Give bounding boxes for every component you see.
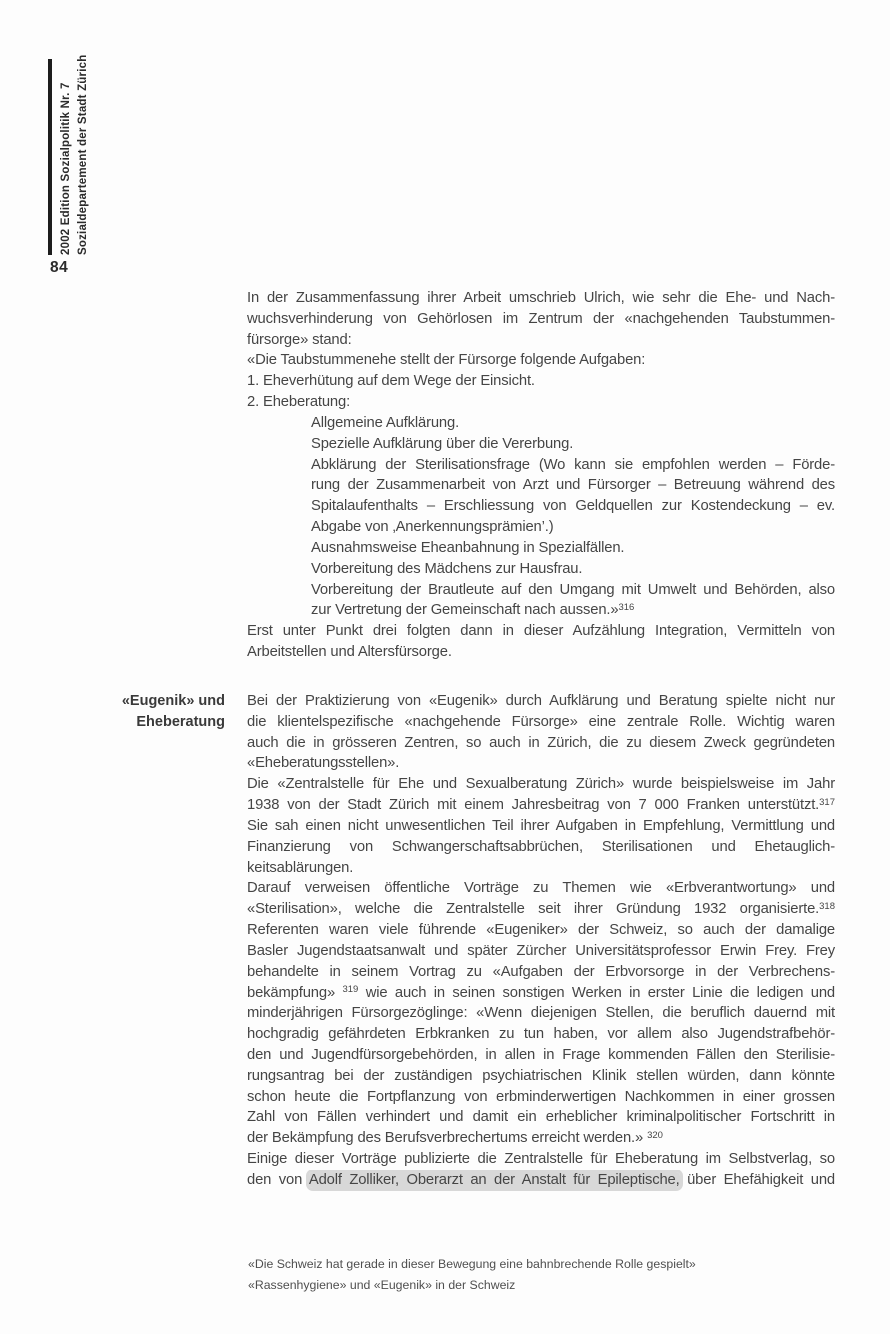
text-segment: Bei der Praktizierung von «Eugenik» durch Aufklärung und Beratung spielte nicht nur (247, 692, 835, 709)
footnote-ref: 317 (819, 796, 835, 808)
margin-note-line-1: «Eugenik» und (121, 693, 225, 709)
text-segment: 1. Eheverhütung auf dem Wege der Einsicht. (247, 373, 535, 390)
text-segment: 1938 von der Stadt Zürich mit einem Jahresbeitrag von 7 000 Franken unterstützt. (247, 797, 820, 814)
text-segment: Referenten waren viele führende «Eugeniker» der Schweiz, so auch der damalige (247, 922, 835, 939)
body-line (247, 1149, 835, 1170)
body-line (247, 1107, 835, 1128)
body-line (247, 642, 835, 663)
body-line (247, 559, 835, 580)
text-segment: wuchsverhinderung von Gehörlosen im Zentrum der «nachgehenden Taubstummen- (247, 310, 835, 327)
body-line (247, 858, 835, 879)
text-segment: behandelte in seinem Vortrag zu «Aufgaben der Erbvorsorge in der Verbrechens- (247, 963, 835, 980)
text-segment: bekämpfung» (247, 984, 343, 1001)
edition-subtitle: Sozialdepartement der Stadt Zürich (77, 54, 89, 255)
page-footer (248, 1254, 808, 1295)
text-segment: auch die in grösseren Zentren, so auch in Zürich, die zu diesem Zweck gegründeten (247, 734, 835, 751)
text-segment: Sie sah einen nicht unwesentlichen Teil ihrer Aufgaben in Empfehlung, Vermittlung und (247, 817, 835, 834)
body-line (247, 413, 835, 434)
text-segment: In der Zusammenfassung ihrer Arbeit umschrieb Ulrich, wie sehr die Ehe- und Nach- (247, 290, 835, 306)
body-line (247, 816, 835, 837)
text-segment: 2. Eheberatung: (247, 394, 351, 411)
body-line (247, 538, 835, 559)
text-segment: rungsantrag bei der zuständigen psychiatrischen Klinik stellen würden, dann könnte (247, 1067, 835, 1084)
body-line (247, 288, 835, 309)
footer-line-1: «Die Schweiz hat gerade in dieser Bewegung eine bahnbrechende Rolle gespielt» (248, 1257, 696, 1271)
text-segment: Erst unter Punkt drei folgten dann in dieser Aufzählung Integration, Vermitteln von (247, 623, 835, 640)
body-line (247, 600, 835, 621)
text-segment: hochgradig gefährdeten Erbkranken zu tun haben, vor allem also Jugendstrafbehör- (247, 1026, 835, 1043)
body-line (247, 837, 835, 858)
edition-title: 2002 Edition Sozialpolitik Nr. 7 (60, 82, 72, 255)
text-segment: Vorbereitung der Brautleute auf den Umgang mit Umwelt und Behörden, also (311, 581, 835, 598)
margin-note-line-2: Eheberatung (136, 714, 225, 730)
body-line (247, 455, 835, 476)
body-line (247, 350, 835, 371)
page-number: 84 (50, 259, 69, 276)
highlighted-text: Adolf Zolliker, Oberarzt an der Anstalt für Epileptische, (308, 1171, 680, 1188)
footnote-ref: 320 (647, 1129, 663, 1141)
text-segment: «Eheberatungsstellen». (247, 755, 400, 772)
body-line (247, 309, 835, 330)
text-segment: schon heute die Fortpflanzung von erbminderwertigen Nachkommen in einer grossen (247, 1088, 835, 1105)
text-segment: den und Jugendfürsorgebehörden, in allen in Frage kommenden Fällen den Sterilisie- (247, 1046, 835, 1063)
text-segment: Zahl von Fällen verhindert und damit ein erheblicher kriminalpolitischer Fortschritt in (247, 1109, 835, 1126)
body-line (247, 941, 835, 962)
text-segment: Allgemeine Aufklärung. (311, 414, 460, 431)
text-segment: zur Vertretung der Gemeinschaft nach aussen.» (311, 602, 619, 619)
edition-sidebar (48, 54, 92, 255)
body-line (247, 691, 835, 712)
body-line (247, 621, 835, 642)
body-line (247, 899, 835, 920)
text-segment: Die «Zentralstelle für Ehe und Sexualberatung Zürich» wurde beispielsweise im Jahr (247, 776, 835, 793)
text-segment: Abklärung der Sterilisationsfrage (Wo kann sie empfohlen werden – Förde- (311, 456, 835, 473)
text-segment: Spezielle Aufklärung über die Vererbung. (311, 435, 574, 452)
text-segment: minderjährigen Fürsorgezöglinge: «Wenn diejenigen Stellen, die beruflich dauernd mit (247, 1005, 835, 1022)
text-segment: Vorbereitung des Mädchens zur Hausfrau. (311, 560, 583, 577)
body-line (247, 753, 835, 774)
body-line (247, 878, 835, 899)
text-segment: keitsablärungen. (247, 859, 354, 876)
body-line (247, 962, 835, 983)
body-line (247, 371, 835, 392)
text-segment: Arbeitstellen und Altersfürsorge. (247, 644, 452, 661)
body-line (247, 496, 835, 517)
body-line (247, 920, 835, 941)
text-segment: die klientelspezifische «nachgehende Fürsorge» eine zentrale Rolle. Wichtig waren (247, 713, 835, 730)
text-segment: Basler Jugendstaatsanwalt und später Zürcher Universitätsprofessor Erwin Frey. Frey (247, 942, 835, 959)
footnote-ref: 316 (618, 601, 635, 613)
body-line (247, 1087, 835, 1108)
body-line (247, 475, 835, 496)
body-line (247, 733, 835, 754)
body-line (247, 1003, 835, 1024)
body-line (247, 330, 835, 351)
body-section (247, 288, 835, 663)
text-segment: «Die Taubstummenehe stellt der Fürsorge folgende Aufgaben: (247, 352, 646, 369)
body-line (247, 1128, 835, 1149)
body-line (247, 983, 835, 1004)
text-segment: fürsorge» stand: (247, 331, 352, 348)
text-segment: der Bekämpfung des Berufsverbrechertums erreicht werden.» (247, 1130, 648, 1147)
body-line (247, 1170, 835, 1191)
text-segment: über Ehefähigkeit und (679, 1171, 835, 1188)
text-segment: Ausnahmsweise Eheanbahnung in Spezialfällen. (311, 539, 625, 556)
text-segment: Einige dieser Vorträge publizierte die Zentralstelle für Eheberatung im Selbstverlag, so (247, 1151, 835, 1168)
footnote-ref: 318 (819, 900, 835, 912)
text-segment: Abgabe von ‚Anerkennungsprämien’.) (311, 519, 554, 536)
text-segment: Darauf verweisen öffentliche Vorträge zu Themen wie «Erbverantwortung» und (247, 880, 835, 897)
body-line (247, 434, 835, 455)
body-line (247, 517, 835, 538)
body-line (247, 580, 835, 601)
body-line (247, 1024, 835, 1045)
text-segment: rung der Zusammenarbeit von Arzt und Fürsorger – Betreuung während des (311, 477, 835, 494)
body-line (247, 795, 835, 816)
body-line (247, 774, 835, 795)
footnote-ref: 319 (342, 984, 359, 995)
footer-line-2: «Rassenhygiene» und «Eugenik» in der Schweiz (248, 1277, 516, 1292)
text-segment: Finanzierung von Schwangerschaftsabbrüchen, Sterilisationen und Ehetauglich- (247, 838, 835, 855)
body-section (247, 691, 835, 1191)
body-line (247, 712, 835, 733)
body-line (247, 1045, 835, 1066)
body-line (247, 1066, 835, 1087)
text-segment: Spitalaufenthalts – Erschliessung von Geldquellen zur Kostendeckung – ev. (311, 498, 835, 515)
body-line (247, 392, 835, 413)
margin-note (95, 691, 225, 733)
text-segment: wie auch in seinen sonstigen Werken in erster Linie die ledigen und (358, 984, 835, 1001)
text-segment: den von (247, 1171, 309, 1188)
text-segment: «Sterilisation», welche die Zentralstelle seit ihrer Gründung 1932 organisierte. (247, 901, 820, 918)
body-text (247, 288, 835, 1191)
